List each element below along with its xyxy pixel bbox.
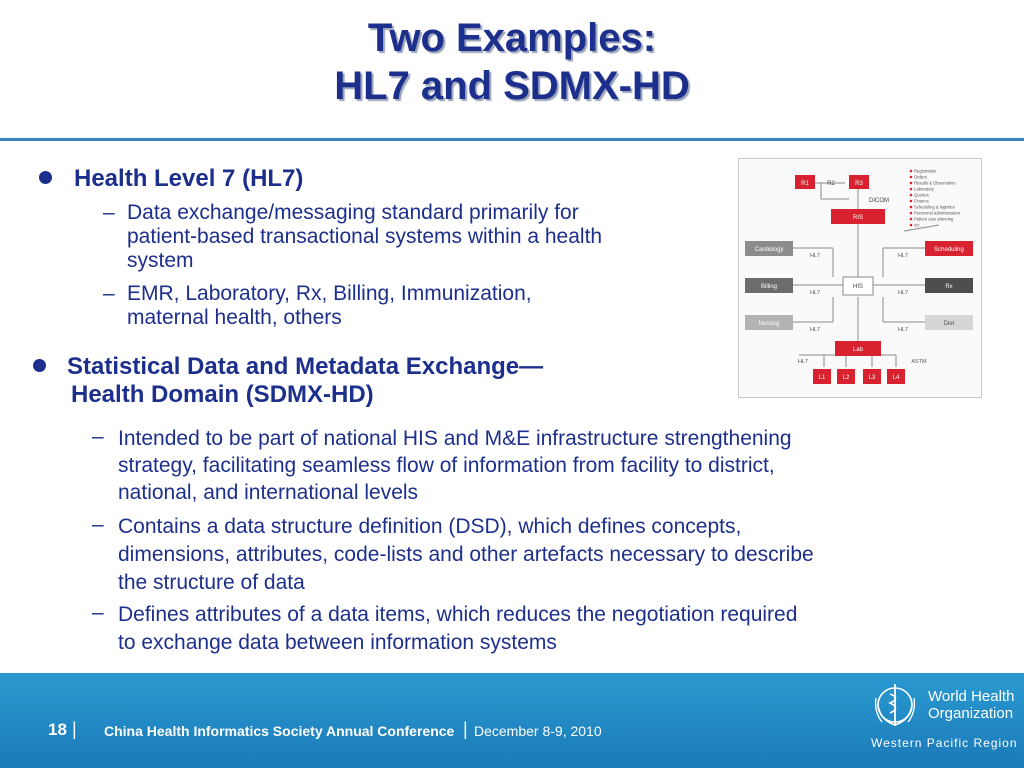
r1-label: R1 <box>801 181 809 187</box>
l3-label: L3 <box>868 375 876 381</box>
l1-label: L1 <box>818 375 826 381</box>
text-line: to exchange data between information systems <box>118 631 557 654</box>
l2-label: L2 <box>842 375 850 381</box>
diagram-legend <box>910 169 961 228</box>
page-number: 18 <box>48 720 67 739</box>
who-line: World Health <box>928 688 1015 705</box>
ris-label: RIS <box>852 215 864 221</box>
title-divider <box>0 138 1024 141</box>
text-line: strategy, facilitating seamless flow of information from facility to district, <box>118 454 775 477</box>
bullet-dot <box>33 359 46 372</box>
sdmx-item-3 <box>118 601 797 657</box>
dash-bullet: – <box>103 282 115 305</box>
legend-item: Scheduling & logistics <box>914 204 955 210</box>
nursing-label: Nursing <box>758 321 780 327</box>
who-emblem-icon <box>868 678 922 732</box>
dash-bullet: – <box>92 601 104 624</box>
rx-label: Rx <box>945 284 953 290</box>
text-line: EMR, Laboratory, Rx, Billing, Immunization, <box>127 282 532 305</box>
who-region: Western Pacific Region <box>871 736 1018 750</box>
legend-item: Registration <box>914 168 937 174</box>
text-line: Defines attributes of a data items, which reduces the negotiation required <box>118 603 798 626</box>
legend-item: Personnel administration <box>914 210 961 216</box>
hl7-diagram <box>738 158 982 398</box>
who-name <box>928 688 1014 722</box>
scheduling-label: Scheduling <box>934 247 964 253</box>
diagram-svg <box>739 159 981 397</box>
conference-date: December 8-9, 2010 <box>474 723 602 739</box>
cardiology-label: Cardiology <box>754 247 784 253</box>
hl7-label: HL7 <box>897 327 909 333</box>
sdmx-item-1 <box>118 425 792 506</box>
billing-label: Billing <box>760 284 778 290</box>
footer-separator: | <box>72 719 77 739</box>
r3-label: R3 <box>855 181 863 187</box>
text-line: dimensions, attributes, code-lists and other artefacts necessary to describe <box>118 543 814 566</box>
slide-title <box>0 14 1024 110</box>
heading-line: Statistical Data and Metadata Exchange— <box>67 353 544 380</box>
l4-label: L4 <box>892 375 900 381</box>
legend-item: Patient care planning <box>914 216 954 222</box>
text-line: maternal health, others <box>127 306 342 329</box>
legend-item: etc. <box>914 222 921 228</box>
sdmx-item-2 <box>118 513 814 597</box>
who-line: Organization <box>928 705 1014 722</box>
dash-bullet: – <box>92 513 104 536</box>
lab-label: Lab <box>852 347 864 353</box>
r2-label: R2 <box>827 181 835 187</box>
legend-item: Orders <box>914 174 927 180</box>
title-line-2: HL7 and SDMX-HD <box>334 64 690 108</box>
sdmx-heading <box>67 353 543 409</box>
astm-label: ASTM <box>911 359 927 365</box>
legend-item: Laboratory <box>914 186 935 192</box>
hl7-label: HL7 <box>809 253 821 259</box>
diet-label: Diet <box>943 321 955 327</box>
title-line-1: Two Examples: <box>367 16 657 60</box>
text-line: system <box>127 249 194 272</box>
legend-item: Results & Observation <box>914 180 956 186</box>
hl7-item-1 <box>127 201 602 273</box>
text-line: Data exchange/messaging standard primarily for <box>127 201 579 224</box>
hl7-item-2 <box>127 282 532 330</box>
legend-item: Finance <box>914 198 929 204</box>
hl7-label: HL7 <box>897 253 909 259</box>
his-label: HIS <box>852 284 864 290</box>
heading-line: Health Domain (SDMX-HD) <box>71 381 374 408</box>
text-line: patient-based transactional systems within a health <box>127 225 603 248</box>
footer-separator: | <box>463 719 468 739</box>
dicom-label: DICOM <box>869 198 889 204</box>
hl7-label: HL7 <box>897 290 909 296</box>
text-line: Contains a data structure definition (DSD), which defines concepts, <box>118 515 742 538</box>
legend-item: Queries <box>914 192 929 198</box>
text-line: national, and international levels <box>118 481 419 504</box>
hl7-label: HL7 <box>809 327 821 333</box>
dash-bullet: – <box>103 201 115 224</box>
conference-name: China Health Informatics Society Annual Conference <box>104 723 455 739</box>
hl7-label: HL7 <box>797 359 809 365</box>
dash-bullet: – <box>92 425 104 448</box>
text-line: the structure of data <box>118 571 305 594</box>
hl7-label: HL7 <box>809 290 821 296</box>
bullet-dot <box>39 171 52 184</box>
text-line: Intended to be part of national HIS and M&E infrastructure strengthening <box>118 427 792 450</box>
hl7-heading: Health Level 7 (HL7) <box>74 165 304 192</box>
